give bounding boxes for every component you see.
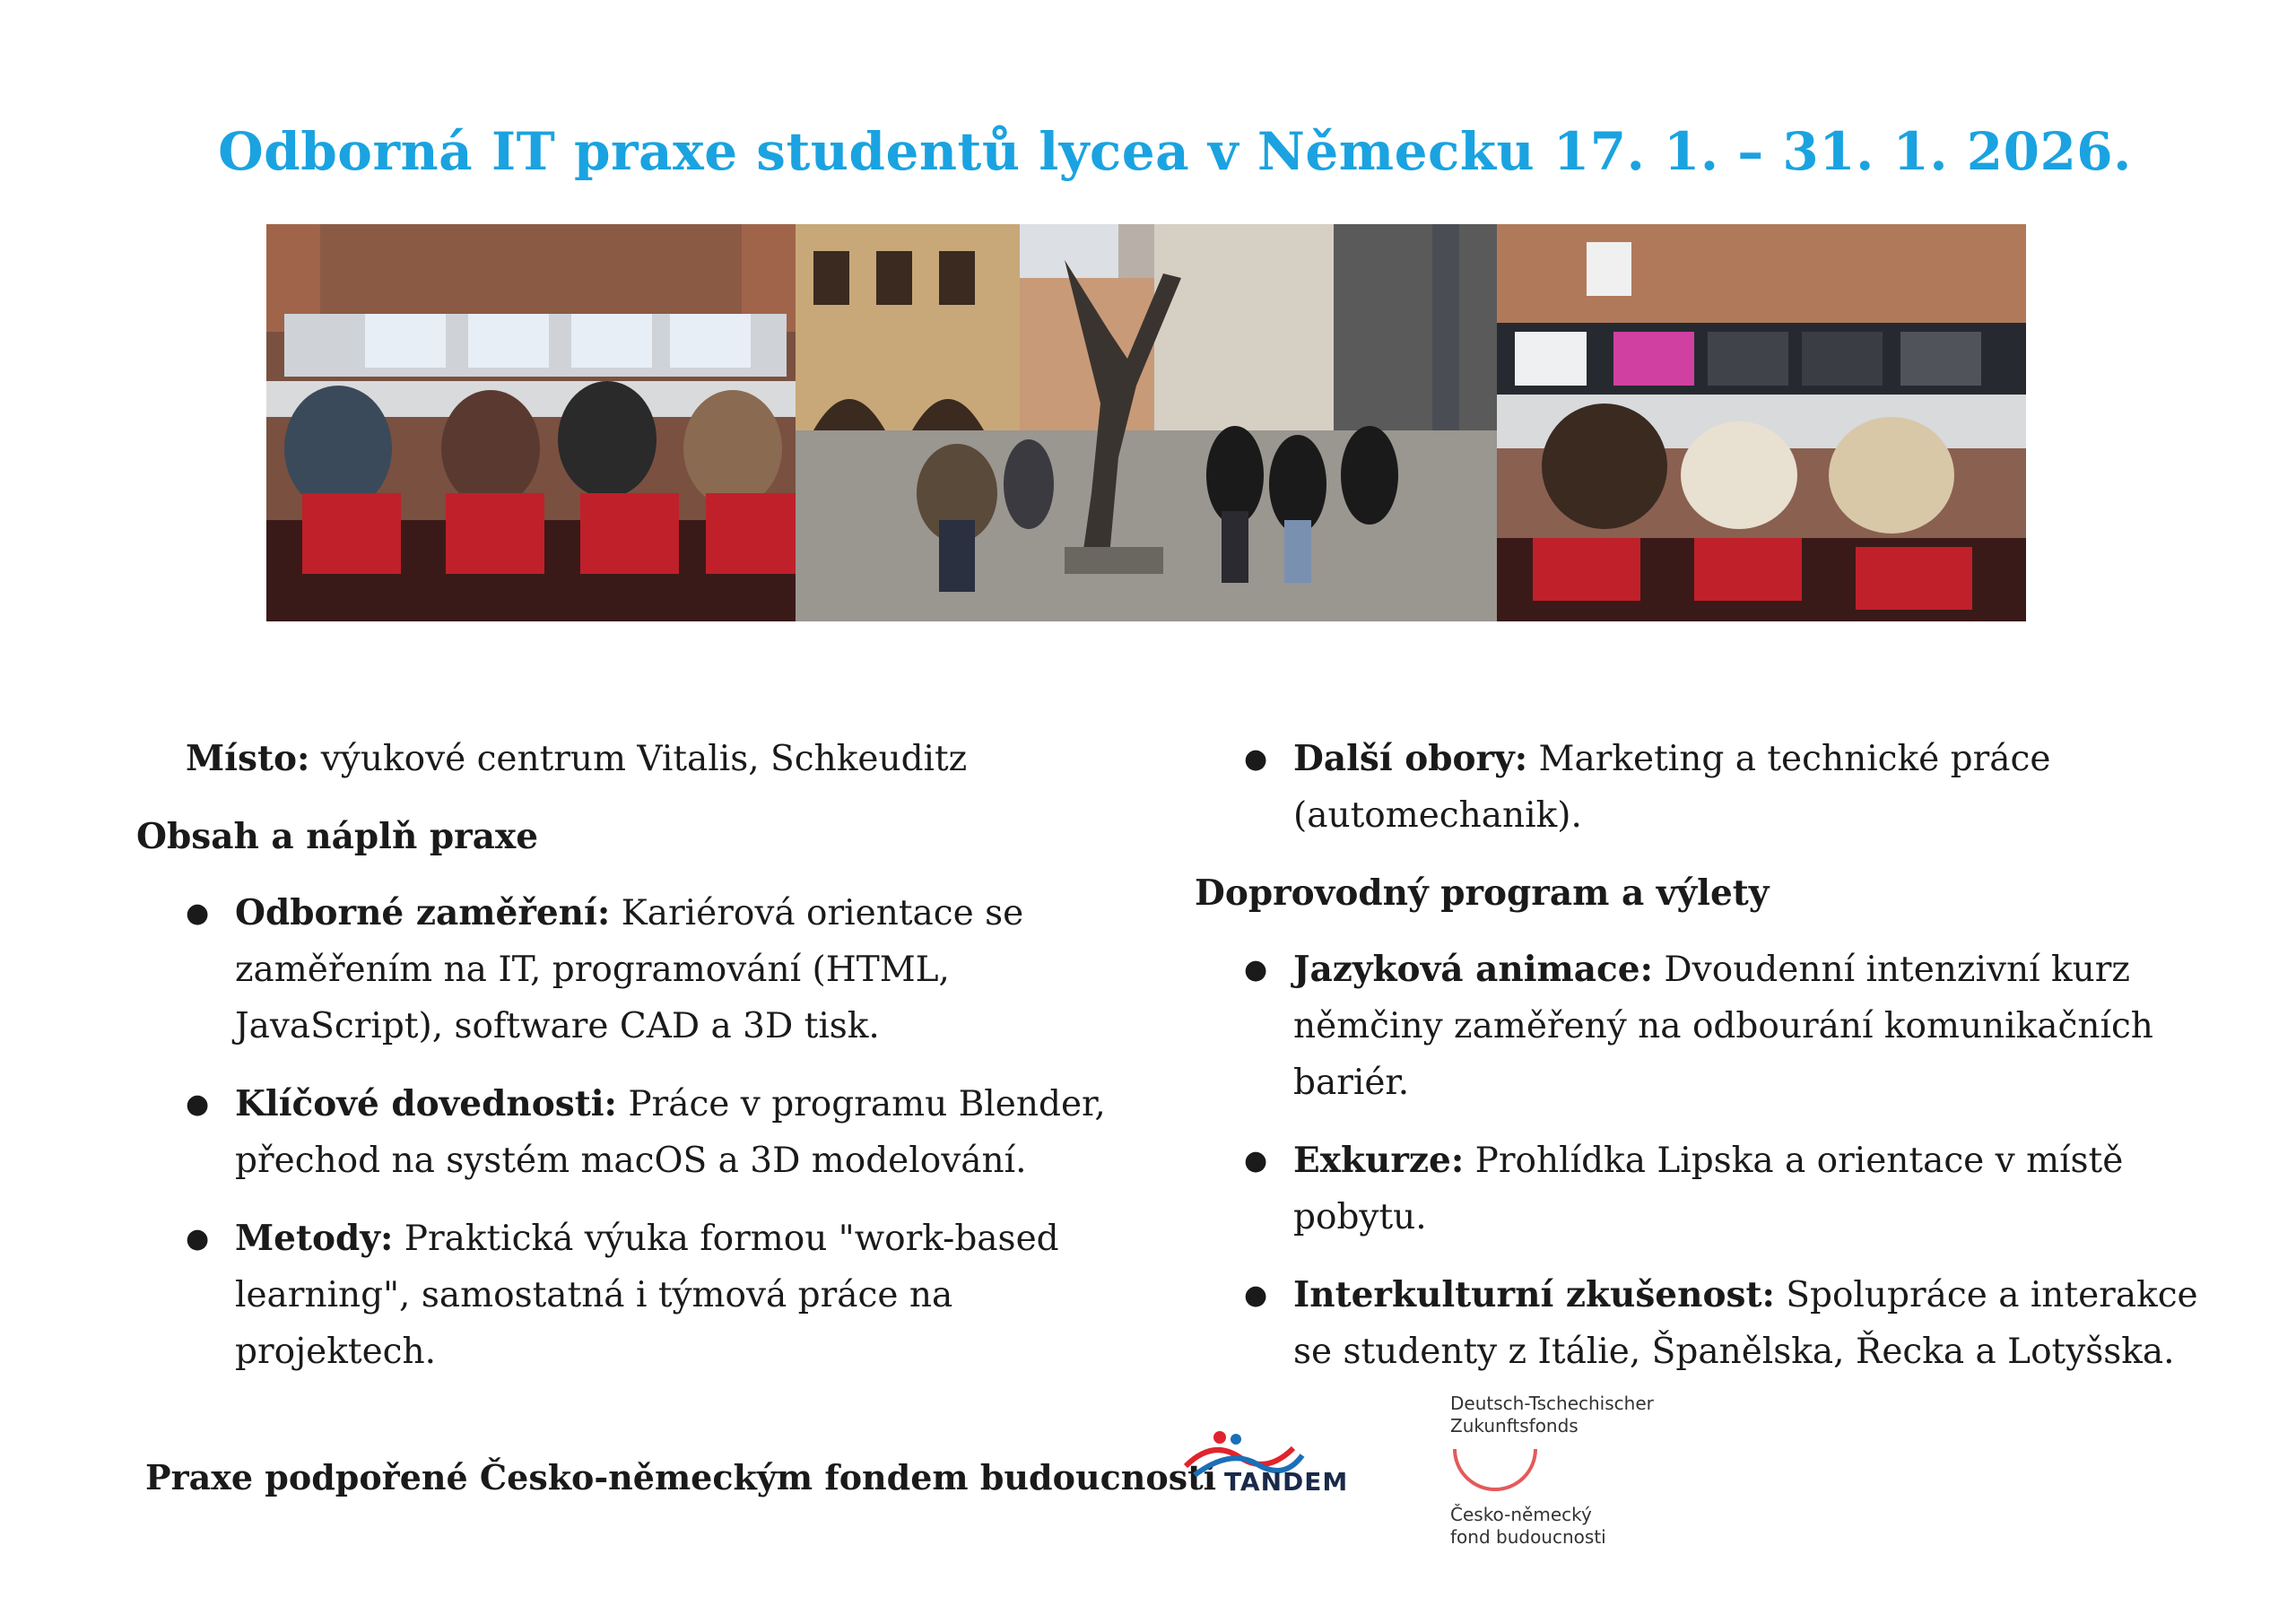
bullet-icon: ● xyxy=(186,1223,210,1254)
place-line xyxy=(136,731,1123,787)
item-label: Odborné zaměření: xyxy=(235,892,611,933)
item-text: Praktická výuka formou "work-based learning", samostatná i týmová práce na projektech. xyxy=(235,1219,1059,1372)
list-item xyxy=(1195,942,2199,1111)
left-column xyxy=(136,731,1123,1402)
program-list xyxy=(1195,942,2199,1380)
photo-strip xyxy=(266,224,2026,621)
street-group-photo xyxy=(796,224,1497,621)
item-text: Kariérová orientace se zaměřením na IT, programování (HTML, JavaScript), software CAD a 3D tisk. xyxy=(235,893,1024,1046)
computer-lab-photo xyxy=(1497,224,2026,621)
item-text: Spolupráce a interakce se studenty z Itálie, Španělska, Řecka a Lotyšska. xyxy=(1293,1275,2198,1372)
section-heading-program: Doprovodný program a výlety xyxy=(1195,872,1770,914)
classroom-photo xyxy=(266,224,796,621)
bullet-icon: ● xyxy=(1244,743,1268,775)
item-label: Jazyková animace: xyxy=(1293,949,1654,990)
right-column xyxy=(1195,731,2199,1402)
item-label: Interkulturní zkušenost: xyxy=(1293,1274,1775,1315)
item-text: Prohlídka Lipska a orientace v místě pobytu. xyxy=(1293,1141,2124,1237)
place-value: výukové centrum Vitalis, Schkeuditz xyxy=(309,739,968,779)
list-item xyxy=(1195,1267,2199,1380)
list-item xyxy=(1195,731,2199,844)
fund-name-cz-1: Česko-německý xyxy=(1450,1504,1592,1525)
section-heading-content: Obsah a náplň praxe xyxy=(136,816,539,857)
bullet-icon: ● xyxy=(1244,1280,1268,1311)
bullet-icon: ● xyxy=(186,1089,210,1120)
list-item xyxy=(136,1211,1123,1380)
tandem-logo-text: TANDEM xyxy=(1224,1467,1349,1497)
item-label: Metody: xyxy=(235,1218,394,1259)
item-label: Exkurze: xyxy=(1293,1140,1465,1181)
item-text: Práce v programu Blender, přechod na systém macOS a 3D modelování. xyxy=(235,1084,1106,1181)
fund-name-de-2: Zukunftsfonds xyxy=(1450,1415,1578,1436)
content-list xyxy=(136,885,1123,1380)
list-item xyxy=(136,885,1123,1055)
item-label: Klíčové dovednosti: xyxy=(235,1083,617,1124)
item-text: Dvoudenní intenzivní kurz němčiny zaměřený na odbourání komunikačních bariér. xyxy=(1293,950,2153,1103)
list-item xyxy=(136,1076,1123,1189)
list-item xyxy=(1195,1133,2199,1245)
other-fields-list xyxy=(1195,731,2199,844)
bullet-icon: ● xyxy=(1244,1145,1268,1176)
footer-note: Praxe podpořené Česko-německým fondem budoucnosti xyxy=(145,1457,1217,1497)
fund-name-cz-2: fond budoucnosti xyxy=(1450,1526,1606,1548)
place-label: Místo: xyxy=(186,738,310,779)
bullet-icon: ● xyxy=(1244,954,1268,985)
fund-logo xyxy=(1450,1393,1654,1549)
fund-name-de-1: Deutsch-Tschechischer xyxy=(1450,1393,1654,1414)
item-label: Další obory: xyxy=(1293,738,1528,779)
item-text: Marketing a technické práce (automechanik). xyxy=(1293,739,2051,836)
page-title: Odborná IT praxe studentů lycea v Německu 17. 1. – 31. 1. 2026. xyxy=(218,121,2132,182)
bullet-icon: ● xyxy=(186,898,210,929)
fund-arc-icon xyxy=(1450,1445,1540,1498)
